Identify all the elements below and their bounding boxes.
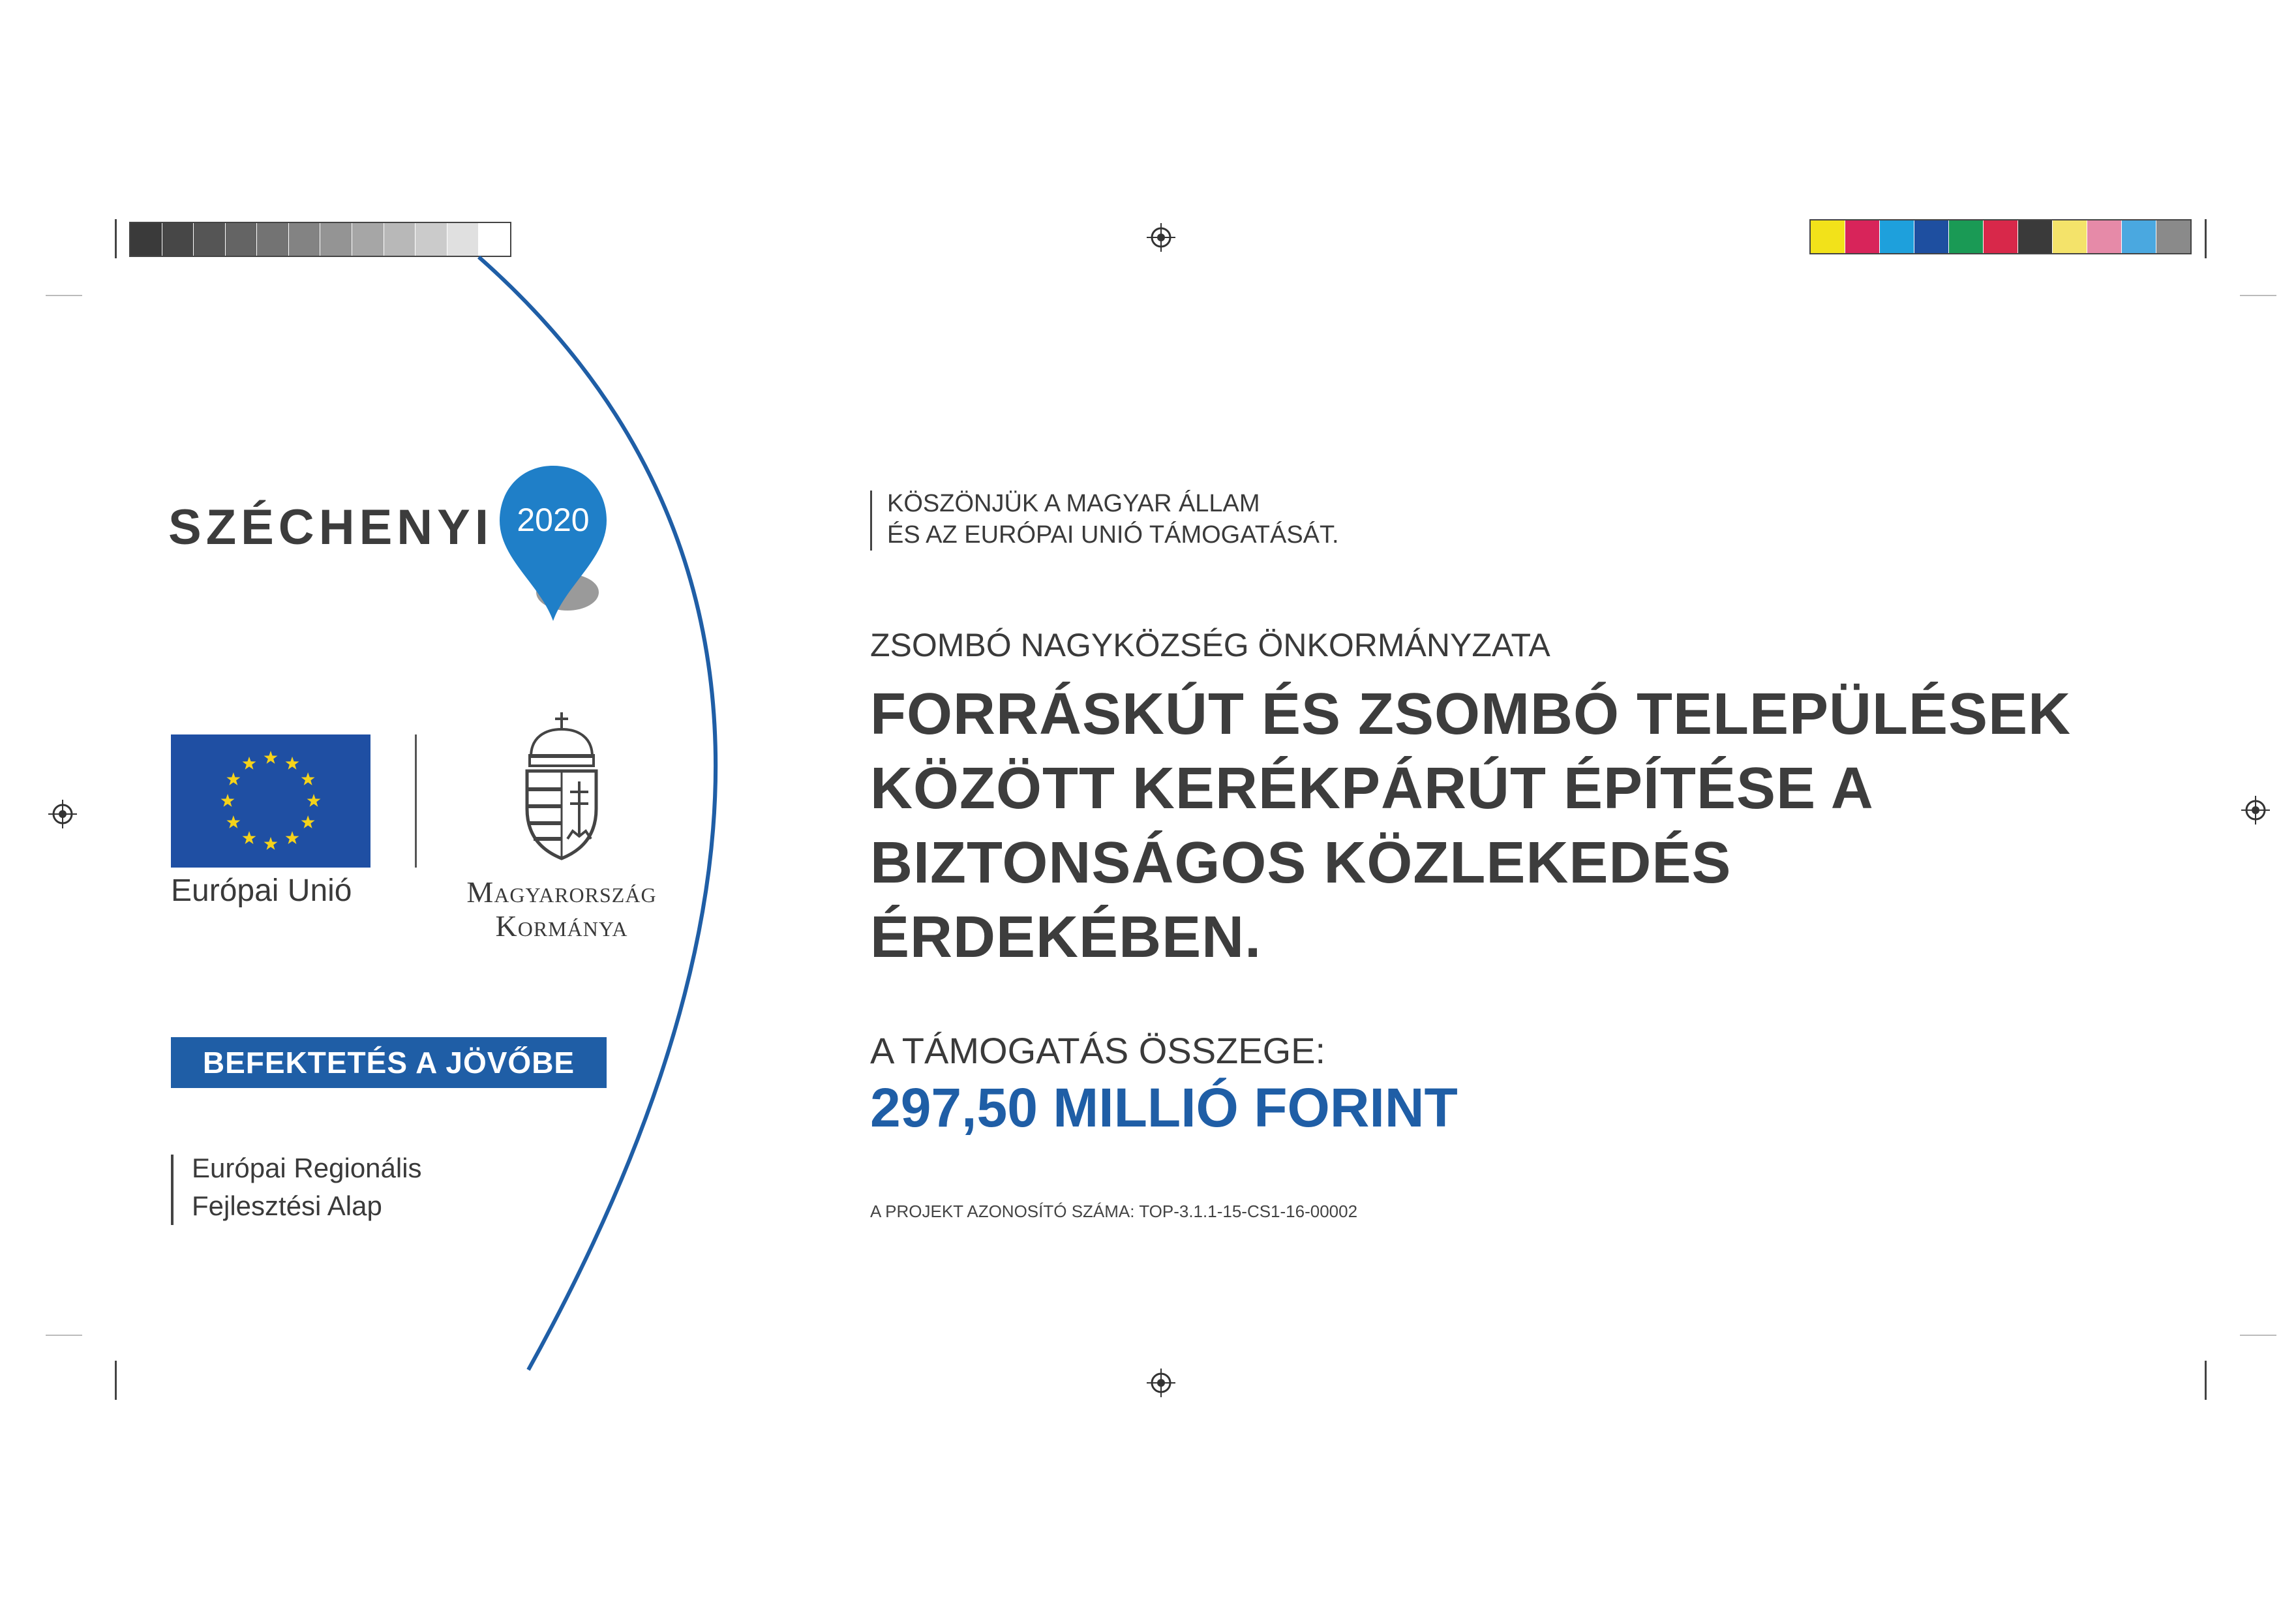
color-swatch xyxy=(1845,220,1879,253)
color-swatch xyxy=(1879,220,1914,253)
hungarian-coat-of-arms-icon xyxy=(519,711,604,861)
gray-swatch xyxy=(256,223,288,256)
color-swatch xyxy=(1983,220,2017,253)
crop-mark xyxy=(2240,1335,2276,1336)
gray-swatch xyxy=(225,223,257,256)
eu-label: Európai Unió xyxy=(171,873,352,908)
gray-swatch xyxy=(130,223,162,256)
gray-swatch xyxy=(162,223,194,256)
registration-mark-icon xyxy=(2240,794,2271,826)
location-pin-icon xyxy=(494,461,612,630)
government-label-line1: Magyarország xyxy=(466,875,657,909)
erfa-label-line2: Fejlesztési Alap xyxy=(192,1190,382,1221)
erfa-label xyxy=(192,1149,422,1225)
project-title-line3: BIZTONSÁGOS KÖZLEKEDÉS xyxy=(870,830,1732,896)
registration-mark-icon xyxy=(47,798,78,830)
color-swatch xyxy=(2087,220,2121,253)
eu-flag-icon xyxy=(171,734,370,868)
registration-mark-icon xyxy=(1145,222,1177,253)
project-title xyxy=(870,677,2240,975)
project-title-line2: KÖZÖTT KERÉKPÁRÚT ÉPÍTÉSE A xyxy=(870,756,1874,821)
gray-swatch xyxy=(352,223,384,256)
color-swatch xyxy=(2017,220,2052,253)
gray-swatch xyxy=(288,223,320,256)
thanks-divider xyxy=(870,491,872,551)
color-swatch xyxy=(1811,220,1845,253)
organization-name: ZSOMBÓ NAGYKÖZSÉG ÖNKORMÁNYZATA xyxy=(870,627,1550,663)
crop-mark xyxy=(2205,1361,2207,1400)
project-title-line4: ÉRDEKÉBEN. xyxy=(870,905,1262,970)
crop-mark xyxy=(2240,295,2276,296)
color-swatch xyxy=(2156,220,2190,253)
registration-mark-icon xyxy=(1145,1367,1177,1399)
crop-mark xyxy=(46,295,82,296)
color-swatch xyxy=(1948,220,1983,253)
crop-mark xyxy=(46,1335,82,1336)
color-swatch xyxy=(2052,220,2087,253)
gray-swatch xyxy=(447,223,479,256)
crop-mark xyxy=(115,1361,117,1400)
gray-swatch xyxy=(478,223,510,256)
logo-divider xyxy=(415,734,417,868)
project-id: A PROJEKT AZONOSÍTÓ SZÁMA: TOP-3.1.1-15-CS1-16-00002 xyxy=(870,1202,1358,1221)
gray-swatch xyxy=(384,223,415,256)
erfa-label-line1: Európai Regionális xyxy=(192,1153,422,1183)
szechenyi-year: 2020 xyxy=(517,502,590,538)
gray-swatch xyxy=(320,223,352,256)
invest-in-future-badge: BEFEKTETÉS A JÖVŐBE xyxy=(171,1037,607,1088)
erfa-divider xyxy=(171,1155,174,1225)
government-label-line2: Kormánya xyxy=(495,909,628,943)
thanks-line2: ÉS AZ EURÓPAI UNIÓ TÁMOGATÁSÁT. xyxy=(887,521,1339,549)
color-calibration-strip xyxy=(1809,219,2192,254)
crop-mark xyxy=(2205,219,2207,258)
funding-amount-label: A TÁMOGATÁS ÖSSZEGE: xyxy=(870,1030,1326,1071)
gray-swatch xyxy=(193,223,225,256)
gray-calibration-strip xyxy=(129,222,511,257)
thanks-text xyxy=(887,488,1339,551)
gray-swatch xyxy=(415,223,447,256)
color-swatch xyxy=(1914,220,1948,253)
color-swatch xyxy=(2121,220,2156,253)
project-title-line1: FORRÁSKÚT ÉS ZSOMBÓ TELEPÜLÉSEK xyxy=(870,682,2072,747)
funding-amount-value: 297,50 MILLIÓ FORINT xyxy=(870,1077,1458,1138)
szechenyi-logo-text: SZÉCHENYI xyxy=(168,500,493,555)
crop-mark xyxy=(115,219,117,258)
thanks-line1: KÖSZÖNJÜK A MAGYAR ÁLLAM xyxy=(887,490,1260,517)
government-label xyxy=(441,875,682,943)
